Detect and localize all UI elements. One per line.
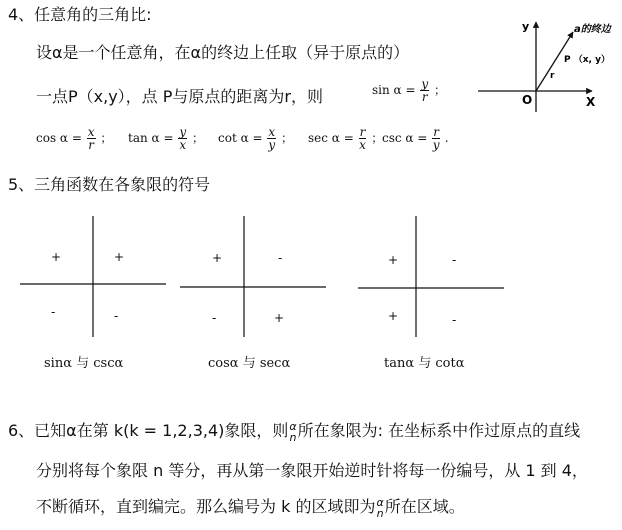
caption-sin-csc: sinα 与 cscα	[44, 356, 124, 371]
csc-fraction	[432, 126, 440, 151]
section-6-line3-end: 所在区域。	[384, 497, 465, 516]
fraction-bottom: n	[376, 506, 384, 520]
sec-den: x	[359, 138, 366, 152]
csc-end: .	[444, 131, 449, 145]
axes	[18, 214, 168, 339]
y-axis-label: y	[522, 20, 530, 33]
caption-cos-sec: cosα 与 secα	[208, 356, 291, 371]
fraction-bottom: n	[289, 430, 297, 444]
tan-end: ；	[191, 131, 204, 145]
quadrant-4-sign: +	[274, 311, 285, 325]
sec-fraction	[359, 126, 367, 151]
axes	[178, 214, 328, 339]
cot-fraction	[267, 126, 276, 151]
sin-end: ；	[433, 83, 446, 97]
csc-num: r	[433, 125, 439, 139]
tan-fraction	[178, 126, 187, 151]
section-6-line1	[8, 418, 580, 443]
section-4-title: 4、任意角的三角比:	[8, 5, 152, 24]
quadrant-4-sign: -	[114, 309, 119, 323]
quadrant-diagram-cos-sec	[178, 214, 328, 339]
csc-lhs: csc α =	[382, 131, 428, 145]
section-6-line3	[36, 494, 465, 519]
sec-num: r	[359, 125, 366, 139]
cot-den: y	[268, 138, 276, 152]
section-4-line1: 设α是一个任意角，在α的终边上任取（异于原点的）	[36, 43, 410, 62]
point-p-label: P （x, y）	[564, 55, 610, 65]
cos-formula	[36, 126, 112, 151]
csc-formula	[382, 126, 449, 151]
section-6-line1-start: 6、已知α在第 k(k = 1,2,3,4)象限，则	[8, 421, 289, 440]
sec-end: ；	[371, 131, 384, 145]
sin-lhs: sin α =	[372, 83, 416, 97]
quadrant-diagram-tan-cot	[356, 214, 506, 339]
cot-num: x	[268, 125, 276, 139]
cos-num: x	[87, 125, 95, 139]
cos-lhs: cos α =	[36, 131, 82, 145]
quadrant-1-sign: -	[452, 253, 457, 267]
sec-formula	[308, 126, 383, 151]
csc-den: y	[432, 138, 440, 152]
quadrant-4-sign: -	[452, 313, 457, 327]
quadrant-3-sign: -	[212, 311, 217, 325]
section-5-title: 5、三角函数在各象限的符号	[8, 175, 211, 194]
section-6-line2: 分别将每个象限 n 等分，再从第一象限开始逆时针将每一份编号，从 1 到 4，	[36, 461, 588, 480]
r-label: r	[550, 71, 555, 81]
caption-tan-cot: tanα 与 cotα	[384, 356, 465, 371]
quadrant-2-sign: +	[212, 251, 223, 265]
tan-den: x	[179, 138, 187, 152]
tan-formula	[128, 126, 204, 151]
sin-fraction	[420, 78, 429, 103]
quadrant-3-sign: +	[388, 309, 399, 323]
cos-fraction	[87, 126, 96, 151]
axes	[356, 214, 506, 339]
cos-end: ；	[100, 131, 113, 145]
sin-den: r	[421, 90, 428, 104]
tan-num: y	[179, 125, 187, 139]
fraction-top: α	[289, 419, 297, 433]
alpha-over-n-fraction	[376, 497, 383, 519]
cot-end: ；	[281, 131, 294, 145]
alpha-over-n-fraction	[289, 421, 296, 443]
section-6-line1-end: 所在象限为: 在坐标系中作过原点的直线	[297, 421, 581, 440]
cot-lhs: cot α =	[218, 131, 263, 145]
quadrant-2-sign: +	[388, 253, 399, 267]
sec-lhs: sec α =	[308, 131, 354, 145]
terminal-side-label: a的终边	[574, 24, 611, 35]
sin-num: y	[421, 77, 429, 91]
origin-label: O	[522, 93, 533, 107]
terminal-side-figure	[470, 8, 620, 118]
section-4-line2: 一点P（x,y），点 P与原点的距离为r，则	[36, 87, 323, 106]
quadrant-1-sign: +	[114, 250, 125, 264]
quadrant-3-sign: -	[51, 305, 56, 319]
sin-formula	[372, 78, 446, 103]
cot-formula	[218, 126, 293, 151]
x-axis-label: X	[586, 95, 596, 109]
quadrant-2-sign: +	[51, 250, 62, 264]
quadrant-diagram-sin-csc	[18, 214, 168, 339]
quadrant-1-sign: -	[278, 251, 283, 265]
cos-den: r	[88, 138, 94, 152]
tan-lhs: tan α =	[128, 131, 174, 145]
section-6-line3-start: 不断循环，直到编完。那么编号为 k 的区域即为	[36, 497, 376, 516]
fraction-top: α	[376, 495, 384, 509]
